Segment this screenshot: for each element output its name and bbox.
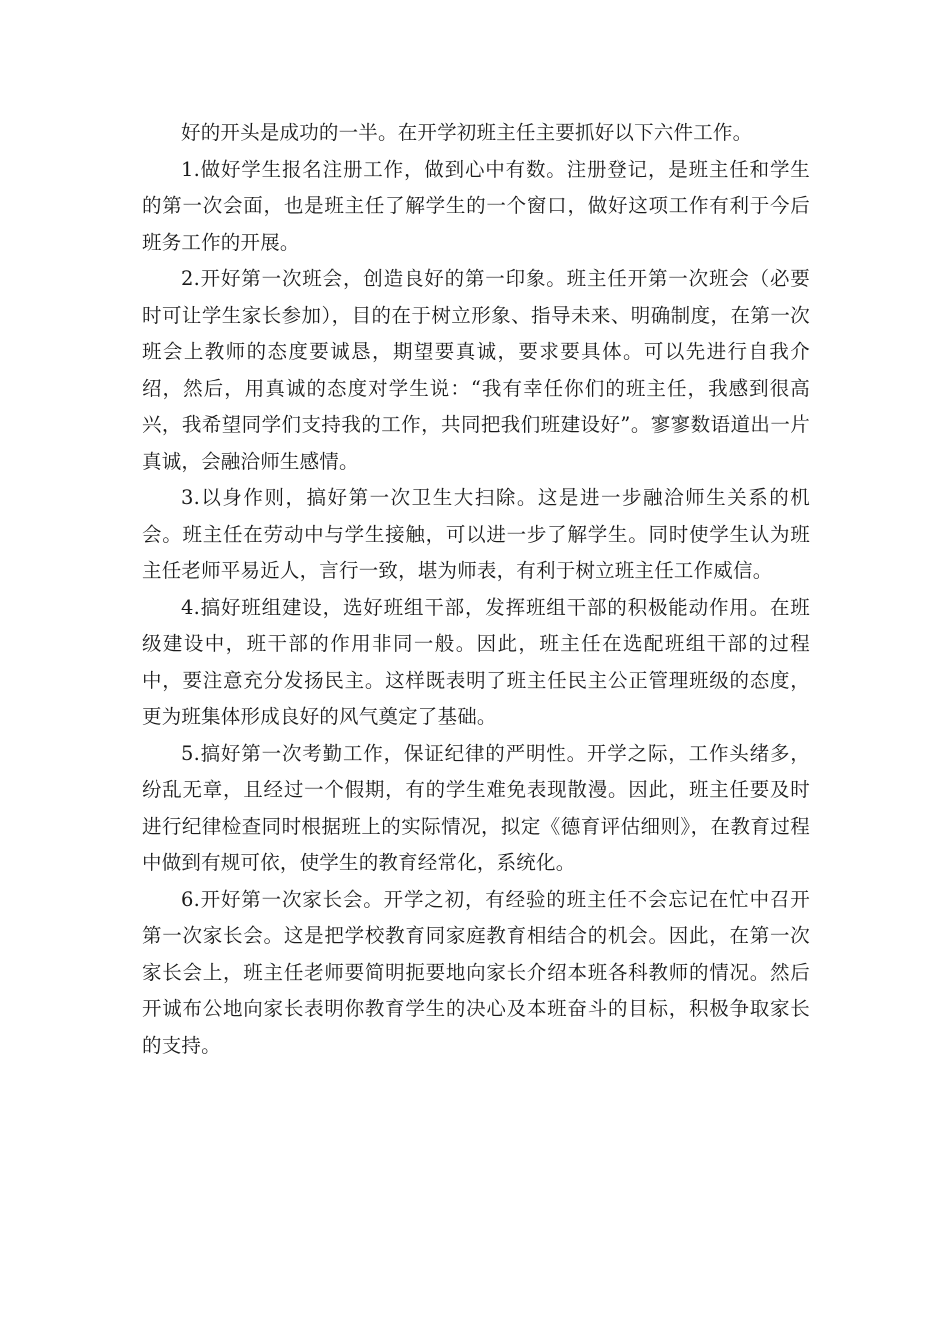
document-body — [142, 115, 810, 1064]
paragraph-item-4: 4.搞好班组建设，选好班组干部，发挥班组干部的积极能动作用。在班级建设中，班干部的作用非同一般。因此，班主任在选配班组干部的过程中，要注意充分发扬民主。这样既表明了班主任民主公正管理班级的态度，更为班集体形成良好的风气奠定了基础。 — [142, 595, 810, 728]
paragraph-item-2: 2.开好第一次班会，创造良好的第一印象。班主任开第一次班会（必要时可让学生家长参加），目的在于树立形象、指导未来、明确制度，在第一次班会上教师的态度要诚恳，期望要真诚，要求要具体。可以先进行自我介绍，然后，用真诚的态度对学生说：“我有幸任你们的班主任，我感到很高兴，我希望同学们支持我的工作，共同把我们班建设好”。寥寥数语道出一片真诚，会融洽师生感情。 — [142, 267, 810, 473]
intro-paragraph: 好的开头是成功的一半。在开学初班主任主要抓好以下六件工作。 — [181, 121, 753, 144]
paragraph-item-3: 3.以身作则，搞好第一次卫生大扫除。这是进一步融洽师生关系的机会。班主任在劳动中与学生接触，可以进一步了解学生。同时使学生认为班主任老师平易近人，言行一致，堪为师表，有利于树立班主任工作威信。 — [142, 486, 810, 582]
paragraph-item-1: 1.做好学生报名注册工作，做到心中有数。注册登记，是班主任和学生的第一次会面，也是班主任了解学生的一个窗口，做好这项工作有利于今后班务工作的开展。 — [142, 157, 810, 254]
paragraph-item-5: 5.搞好第一次考勤工作，保证纪律的严明性。开学之际，工作头绪多，纷乱无章，且经过一个假期，有的学生难免表现散漫。因此，班主任要及时进行纪律检查同时根据班上的实际情况，拟定《德育评估细则》，在教育过程中做到有规可依，使学生的教育经常化，系统化。 — [142, 741, 810, 874]
paragraph-item-6: 6.开好第一次家长会。开学之初，有经验的班主任不会忘记在忙中召开第一次家长会。这是把学校教育同家庭教育相结合的机会。因此，在第一次家长会上，班主任老师要简明扼要地向家长介绍本班各科教师的情况。然后开诚布公地向家长表明你教育学生的决心及本班奋斗的目标，积极争取家长的支持。 — [142, 887, 810, 1057]
